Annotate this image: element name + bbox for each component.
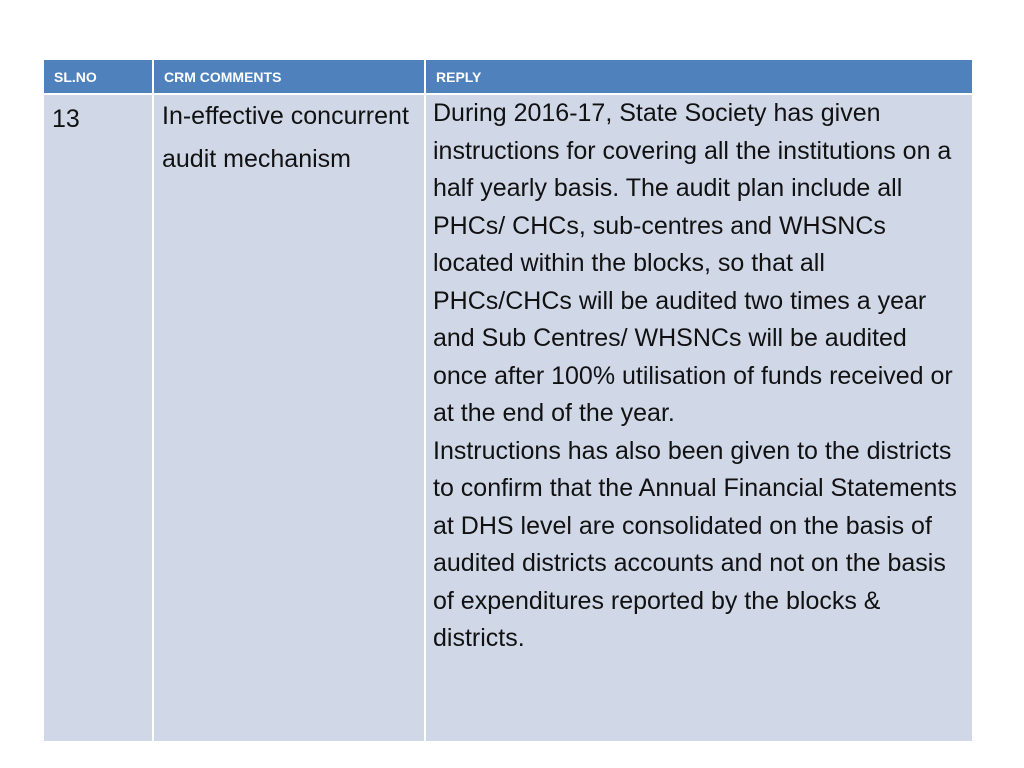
header-reply: REPLY bbox=[425, 60, 973, 94]
table-header-row bbox=[43, 60, 973, 94]
crm-reply-table bbox=[42, 60, 974, 743]
reply-paragraph: Instructions has also been given to the districts to confirm that the Annual Financial Statements at DHS level are consolidated on the basis of audited districts accounts and not on the basis of expenditures reported by the blocks & districts. bbox=[433, 436, 957, 652]
reply-paragraph: During 2016-17, State Society has given instructions for covering all the institutions on a half yearly basis. The audit plan include all PHCs/ CHCs, sub-centres and WHSNCs located within the blocks, so that all PHCs/CHCs will be audited two times a year and Sub Centres/ WHSNCs will be audited once after 100% utilisation of funds received or at the end of the year. bbox=[433, 99, 953, 427]
cell-crm-comment: In-effective concurrent audit mechanism bbox=[153, 94, 425, 742]
header-sl-no: SL.NO bbox=[43, 60, 153, 94]
cell-sl-no: 13 bbox=[43, 94, 153, 742]
table-row bbox=[43, 94, 973, 742]
cell-reply bbox=[425, 94, 973, 742]
header-crm-comments: CRM COMMENTS bbox=[153, 60, 425, 94]
